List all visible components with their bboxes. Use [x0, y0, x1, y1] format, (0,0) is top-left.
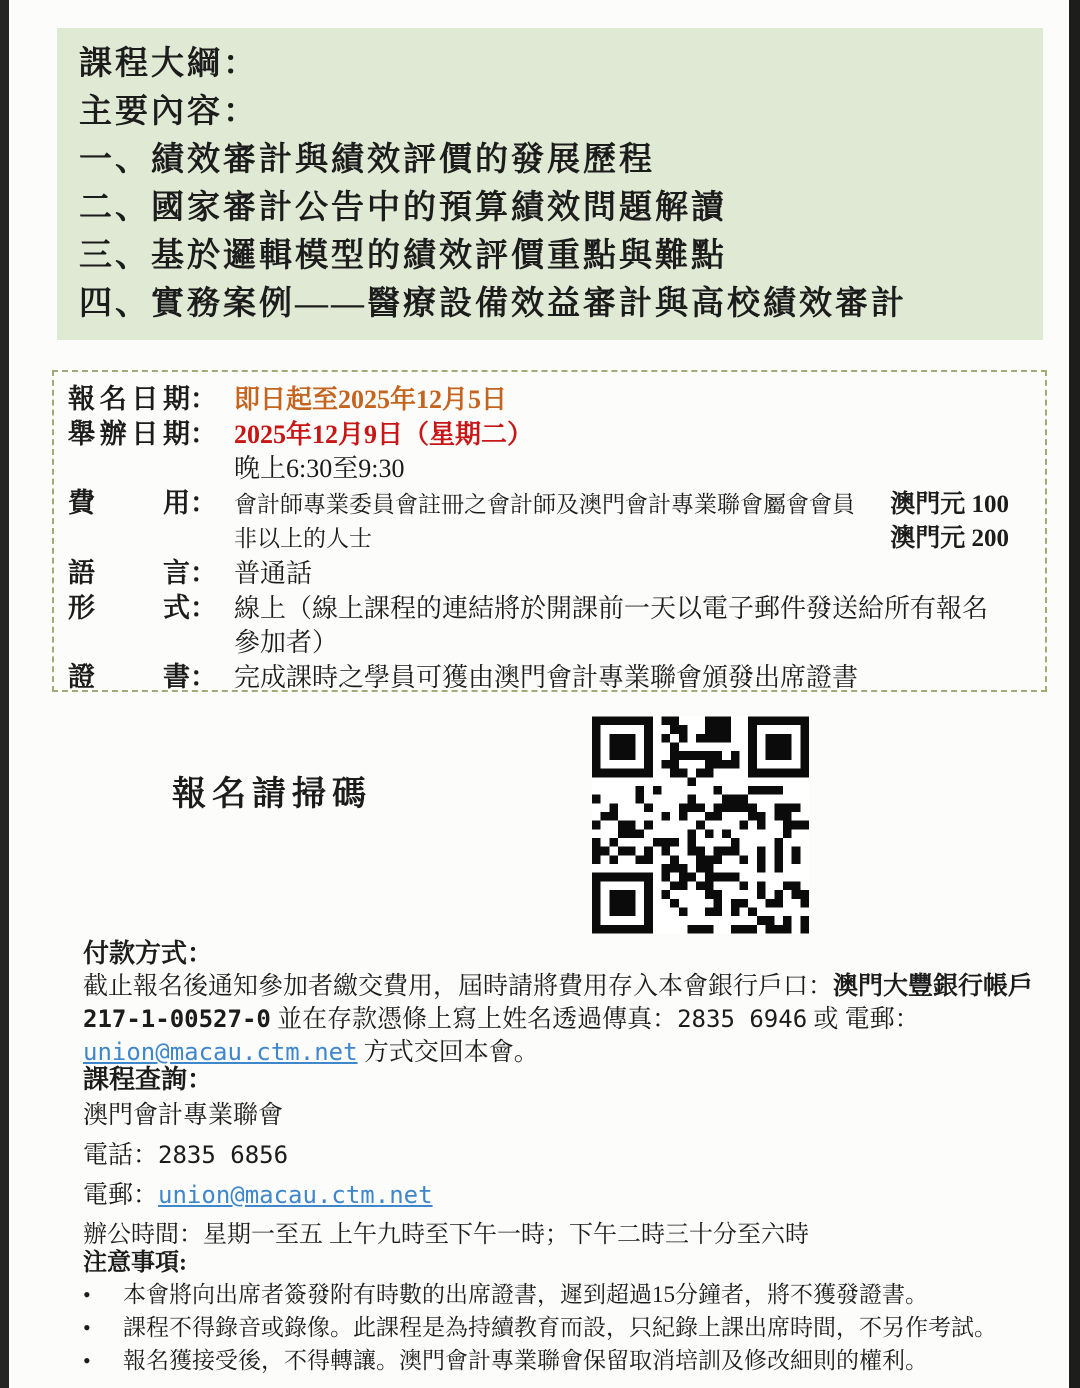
language-value: 普通話: [234, 559, 313, 588]
bullet-icon: •: [83, 1348, 91, 1373]
inquiry-section: [83, 1064, 1033, 1250]
info-row-language: 語言 ： 普通話: [68, 556, 1037, 591]
note-item-1: • 本會將向出席者簽發附有時數的出席證書，遲到超過15分鐘者，將不獲發證書。: [83, 1279, 1043, 1311]
course-outline-box: [57, 28, 1043, 340]
fee-members-desc: 會計師專業委員會註冊之會計師及澳門會計專業聯會屬會會員: [234, 492, 855, 517]
notes-section: [83, 1248, 1043, 1377]
note-item-3: • 報名獲接受後，不得轉讓。澳門會計專業聯會保留取消培訓及修改細則的權利。: [83, 1345, 1043, 1377]
outline-subtitle: 主要內容：: [79, 94, 259, 130]
format-value-line1: 線上（線上課程的連結將於開課前一天以電子郵件發送給所有報名: [234, 594, 989, 623]
fax-number: 2835 6946: [677, 1005, 808, 1033]
office-hours-row: 辦公時間：星期一至五 上午九時至下午一時；下午二時三十分至六時: [83, 1222, 809, 1248]
inquiry-email-link[interactable]: union@macau.ctm.net: [158, 1181, 433, 1209]
qr-code: [592, 715, 809, 935]
certificate-value: 完成課時之學員可獲由澳門會計專業聯會頒發出席證書: [234, 663, 859, 692]
notes-heading: 注意事項:: [83, 1250, 187, 1276]
payment-section: [83, 938, 1033, 1069]
fee-nonmembers-amount: 澳門元 200: [890, 525, 1009, 552]
info-row-label: 報名日期: [68, 384, 190, 414]
qr-scan-label: 報名請掃碼: [172, 776, 372, 813]
payment-text-line-2: 217-1-00527-0 並在存款憑條上寫上姓名透過傳真：2835 6946 或 電郵：: [83, 1005, 920, 1033]
info-row-fee-members: 費用 ： 會計師專業委員會註冊之會計師及澳門會計專業聯會屬會會員 澳門元 100: [68, 486, 1037, 522]
payment-heading: 付款方式：: [83, 939, 214, 968]
info-row-format-cont: [68, 626, 1037, 660]
info-row-certificate: 證書 ： 完成課時之學員可獲由澳門會計專業聯會頒發出席證書: [68, 660, 1037, 695]
info-row-registration-date: 報名日期 ： 即日起至2025年12月5日: [68, 382, 1037, 417]
format-value-line2: 參加者）: [234, 628, 339, 657]
fee-nonmembers-desc: 非以上的人士: [234, 526, 372, 551]
payment-text-line-3: union@macau.ctm.net 方式交回本會。: [83, 1038, 539, 1066]
info-row-label: 費用: [68, 488, 190, 518]
info-row-format: 形式 ： 線上（線上課程的連結將於開課前一天以電子郵件發送給所有報名: [68, 591, 1037, 626]
info-row-label: 形式: [68, 593, 190, 623]
fee-members-amount: 澳門元 100: [890, 491, 1009, 518]
registration-date-value: 即日起至2025年12月5日: [234, 385, 508, 414]
phone-row: 電話：2835 6856: [83, 1141, 289, 1169]
info-row-event-time: [68, 452, 1037, 486]
qr-section: [0, 690, 1080, 938]
email-row: 電郵：union@macau.ctm.net: [83, 1181, 433, 1209]
event-time-value: 晚上6:30至9:30: [234, 454, 405, 483]
outline-item-3: 三、基於邏輯模型的績效評價重點與難點: [79, 238, 727, 274]
note-item-2: • 課程不得錄音或錄像。此課程是為持續教育而設，只紀錄上課出席時間，不另作考試。: [83, 1312, 1043, 1344]
bullet-icon: •: [83, 1282, 91, 1307]
outline-item-2: 二、國家審計公告中的預算績效問題解讀: [79, 190, 727, 226]
info-row-fee-nonmembers: [68, 522, 1037, 556]
bank-account-number: 217-1-00527-0: [83, 1005, 271, 1033]
inquiry-heading: 課程查詢：: [83, 1065, 214, 1094]
outline-item-4: 四、實務案例——醫療設備效益審計與高校績效審計: [79, 286, 907, 322]
payment-email-link[interactable]: union@macau.ctm.net: [83, 1038, 358, 1066]
bullet-icon: •: [83, 1315, 91, 1340]
info-row-label: 語言: [68, 558, 190, 588]
outline-item-1: 一、績效審計與績效評價的發展歷程: [79, 142, 655, 178]
event-date-value: 2025年12月9日（星期二）: [234, 420, 534, 449]
inquiry-org: 澳門會計專業聯會: [83, 1102, 284, 1129]
info-row-label: 舉辦日期: [68, 419, 190, 449]
info-row-label: 證書: [68, 662, 190, 692]
outline-title: 課程大綱：: [79, 46, 259, 82]
payment-text-line-1: 截止報名後通知參加者繳交費用，屆時請將費用存入本會銀行戶口：澳門大豐銀行帳戶: [83, 973, 1034, 1000]
registration-info-box: [52, 370, 1047, 692]
phone-number: 2835 6856: [158, 1141, 289, 1169]
info-row-event-date: 舉辦日期 ： 2025年12月9日（星期二）: [68, 417, 1037, 452]
bank-account-name: 澳門大豐銀行帳戶: [833, 973, 1034, 1000]
